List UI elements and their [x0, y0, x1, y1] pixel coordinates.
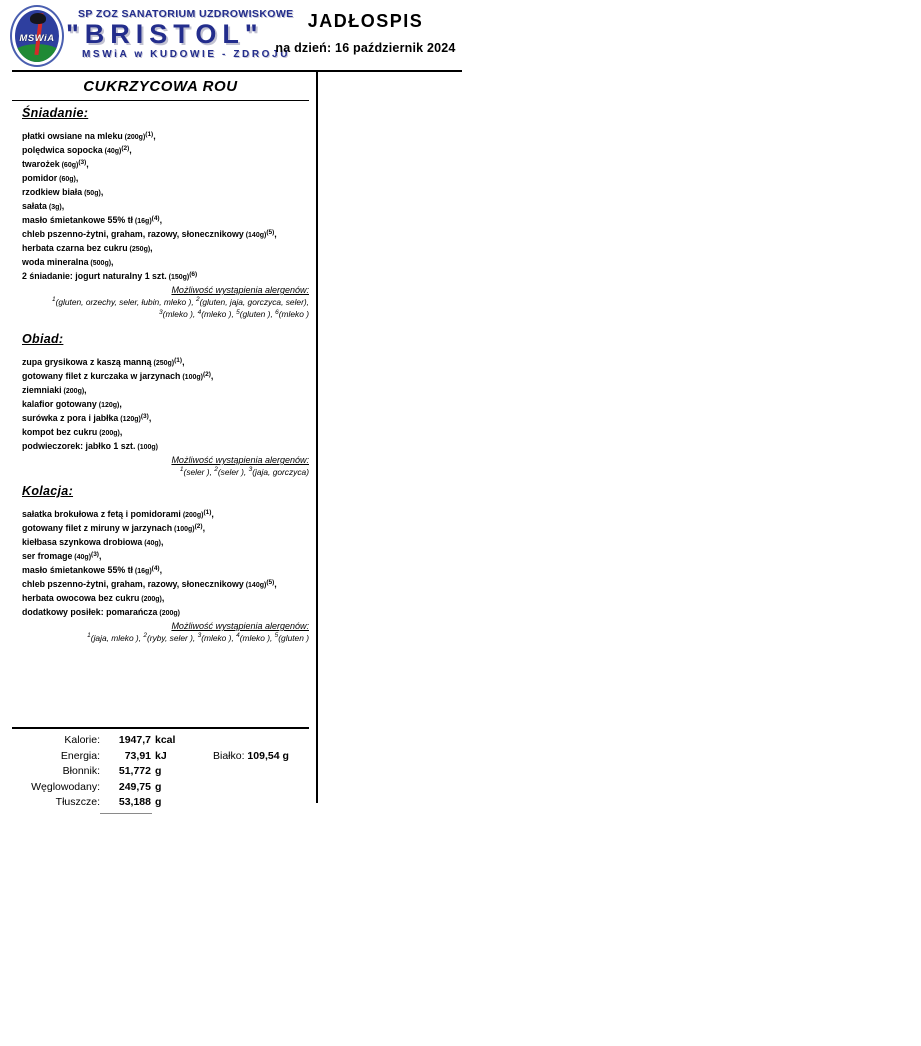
- menu-item: [22, 550, 309, 564]
- menu-item: [22, 172, 309, 186]
- nutrition-extra-label: Białko:: [213, 749, 245, 762]
- nutrition-number: 73,91: [124, 749, 151, 762]
- item-trail: ,: [210, 371, 214, 381]
- item-footnote: (3): [140, 412, 149, 420]
- nutrition-value: [105, 733, 175, 749]
- eagle-icon: [30, 13, 46, 24]
- header-divider: [12, 70, 462, 72]
- meal-section-obiad: [22, 330, 309, 479]
- menu-item: [22, 426, 309, 440]
- item-name: kompot bez cukru: [22, 427, 98, 437]
- allergen-footnote: 5: [236, 308, 240, 316]
- item-footnote: (1): [145, 130, 154, 138]
- allergen-line: [22, 467, 309, 480]
- allergen-text: (gluten ): [278, 632, 309, 643]
- item-name: 2 śniadanie: jogurt naturalny 1 szt.: [22, 271, 167, 281]
- item-footnote: (1): [203, 508, 212, 516]
- item-weight: (60g): [59, 162, 79, 169]
- item-name: masło śmietankowe 55% tł: [22, 565, 133, 575]
- item-weight: (100g): [135, 444, 158, 451]
- item-weight: (150g): [166, 274, 190, 281]
- item-trail: ,: [159, 215, 163, 225]
- logo-emblem: [15, 10, 59, 62]
- item-name: herbata czarna bez cukru: [22, 243, 128, 253]
- nutrition-row: [12, 795, 309, 811]
- menu-item: [22, 356, 309, 370]
- meal-items: [22, 508, 309, 620]
- menu-item: [22, 144, 309, 158]
- item-weight: (120g): [118, 416, 141, 423]
- menu-item: [22, 270, 309, 284]
- allergen-footnote: 1: [179, 466, 184, 473]
- item-weight: (140g): [243, 232, 267, 239]
- allergen-text: (ryby, seler ),: [147, 632, 198, 643]
- menu-item: [22, 242, 309, 256]
- meal-heading: Kolacja:: [22, 484, 74, 498]
- nutrition-label: Węglowodany:: [31, 780, 100, 793]
- item-weight: (40g): [142, 540, 161, 547]
- item-name: sałatka brokułowa z fetą i pomidorami: [22, 509, 181, 519]
- item-footnote: (5): [266, 228, 275, 236]
- item-weight: (500g): [88, 260, 112, 267]
- item-name: ziemniaki: [22, 385, 62, 395]
- allergen-block: [22, 285, 309, 322]
- item-footnote: (6): [189, 270, 198, 278]
- nutrition-number: 1947,7: [118, 734, 151, 746]
- item-weight: (140g): [243, 582, 267, 589]
- allergen-footnote: 3: [248, 466, 253, 473]
- allergen-text: (gluten, jaja, gorczyca, seler),: [199, 296, 309, 307]
- allergen-footnote: 5: [274, 632, 279, 639]
- item-name: chleb pszenno-żytni, graham, razowy, słonecznikowy: [22, 579, 244, 589]
- menu-item: [22, 130, 309, 144]
- item-name: zupa grysikowa z kaszą manną: [22, 357, 152, 367]
- nutrition-label: Kalorie:: [64, 734, 100, 746]
- item-weight: (50g): [82, 190, 101, 197]
- item-trail: ,: [61, 201, 65, 211]
- allergen-footnote: 1: [87, 632, 91, 639]
- item-trail: ,: [159, 565, 163, 575]
- item-name: rzodkiew biała: [22, 187, 83, 197]
- menu-item: [22, 508, 309, 522]
- allergen-line: [22, 309, 309, 322]
- item-weight: (200g): [139, 596, 162, 603]
- item-name: herbata owocowa bez cukru: [22, 593, 140, 603]
- nutrition-unit: g: [155, 765, 162, 777]
- item-weight: (16g): [132, 218, 152, 225]
- item-weight: (200g): [97, 430, 120, 437]
- item-trail: ,: [119, 427, 123, 437]
- item-trail: ,: [161, 593, 165, 603]
- menu-item: [22, 606, 309, 620]
- meal-section-sniadanie: [22, 104, 309, 322]
- allergen-text: (jaja, mleko ),: [90, 632, 144, 643]
- allergen-text: (mleko ),: [239, 632, 275, 643]
- allergen-footnote: 2: [195, 296, 200, 303]
- menu-item: [22, 158, 309, 172]
- nutrition-number: 249,75: [118, 780, 151, 793]
- item-footnote: (3): [78, 158, 87, 166]
- item-footnote: (3): [91, 550, 99, 558]
- meal-heading: Obiad:: [22, 332, 64, 346]
- item-name: sałata: [22, 201, 47, 211]
- allergen-text: (mleko ),: [201, 309, 237, 319]
- item-trail: ,: [182, 357, 185, 367]
- allergen-text: (seler ),: [183, 466, 215, 477]
- item-footnote: (2): [202, 370, 211, 378]
- nutrition-row: [12, 764, 309, 780]
- item-footnote: (4): [151, 214, 160, 222]
- item-name: płatki owsiane na mleku: [22, 131, 123, 141]
- item-name: pomidor: [22, 173, 58, 183]
- allergen-text: (seler ),: [217, 466, 249, 477]
- item-name: gotowany filet z miruny w jarzynach: [22, 523, 173, 533]
- allergen-footnote: 2: [214, 466, 218, 473]
- item-weight: (3g): [46, 204, 62, 211]
- item-trail: ,: [84, 385, 87, 395]
- item-weight: (200g): [180, 512, 204, 519]
- allergen-footnote: 4: [197, 308, 202, 316]
- item-trail: ,: [160, 537, 164, 547]
- menu-item: [22, 370, 309, 384]
- nutrition-value: [105, 764, 161, 780]
- menu-item: [22, 564, 309, 578]
- item-name: twarożek: [22, 159, 60, 169]
- allergen-text: (jaja, gorczyca): [252, 466, 309, 477]
- menu-item: [22, 522, 309, 536]
- nutrition-summary: [12, 727, 309, 814]
- item-name: podwieczorek: jabłko 1 szt.: [22, 441, 136, 451]
- allergen-footnote: 6: [275, 308, 279, 316]
- item-name: surówka z pora i jabłka: [22, 413, 119, 423]
- item-name: kiełbasa szynkowa drobiowa: [22, 537, 143, 547]
- document-date: na dzień: 16 październik 2024: [275, 41, 456, 55]
- item-weight: (250g): [151, 360, 175, 367]
- item-footnote: (2): [121, 144, 130, 152]
- item-weight: (200g): [157, 610, 180, 617]
- logo-badge: [10, 5, 64, 67]
- item-weight: (40g): [102, 148, 122, 155]
- nutrition-value: [105, 795, 161, 811]
- menu-item: [22, 592, 309, 606]
- nutrition-row: [12, 749, 309, 765]
- item-name: masło śmietankowe 55% tł: [22, 215, 133, 225]
- menu-item: [22, 214, 309, 228]
- allergen-footnote: 2: [143, 632, 147, 639]
- item-weight: (100g): [172, 526, 195, 533]
- menu-item: [22, 200, 309, 214]
- allergen-text: (gluten ),: [239, 309, 276, 319]
- item-footnote: (4): [151, 564, 160, 572]
- organization-line2: MSWiA w KUDOWIE - ZDROJU: [82, 49, 291, 61]
- allergen-block: [22, 621, 309, 645]
- nutrition-extra: [213, 749, 289, 765]
- meal-items: [22, 130, 309, 284]
- nutrition-label: Tłuszcze:: [55, 796, 100, 808]
- allergen-footnote: 3: [159, 308, 163, 316]
- item-weight: (200g): [122, 134, 146, 141]
- menu-item: [22, 536, 309, 550]
- item-name: polędwica sopocka: [22, 145, 103, 155]
- item-trail: ,: [98, 551, 102, 561]
- allergen-footnote: 1: [51, 296, 56, 303]
- allergen-header: Możliwość wystąpienia alergenów:: [171, 621, 309, 631]
- nutrition-unit: kcal: [155, 734, 176, 746]
- item-weight: (40g): [72, 554, 92, 561]
- item-trail: ,: [129, 145, 132, 155]
- allergen-footnote: 3: [197, 632, 202, 639]
- organization-brand-name: "BRISTOL": [66, 19, 264, 49]
- item-weight: (16g): [132, 568, 152, 575]
- organization-line1: SP ZOZ SANATORIUM UZDROWISKOWE: [78, 8, 294, 20]
- meal-section-kolacja: [22, 482, 309, 645]
- item-trail: ,: [119, 399, 122, 409]
- item-trail: ,: [150, 243, 153, 253]
- menu-item: [22, 256, 309, 270]
- menu-item: [22, 440, 309, 454]
- logo-text: MSWiA: [19, 32, 55, 44]
- document-title-block: [268, 11, 463, 55]
- item-weight: (250g): [127, 246, 151, 253]
- column-divider: [316, 70, 318, 803]
- allergen-text: (mleko ): [278, 309, 309, 319]
- nutrition-value: [105, 749, 167, 765]
- diet-title: CUKRZYCOWA ROU: [12, 78, 309, 101]
- item-name: ser fromage: [22, 551, 73, 561]
- nutrition-value: [105, 780, 161, 796]
- item-trail: ,: [274, 579, 277, 589]
- menu-item: [22, 398, 309, 412]
- item-name: woda mineralna: [22, 257, 89, 267]
- menu-item: [22, 412, 309, 426]
- nutrition-extra-value: 109,54 g: [244, 749, 289, 762]
- sanatorium-logo: [10, 5, 64, 67]
- nutrition-unit: g: [155, 780, 162, 793]
- organization-name-block: [66, 8, 294, 60]
- item-trail: ,: [274, 229, 277, 239]
- nutrition-row: [12, 733, 309, 749]
- nutrition-rows: [12, 733, 309, 811]
- item-trail: ,: [148, 413, 152, 423]
- meal-items: [22, 356, 309, 454]
- item-name: dodatkowy posiłek: pomarańcza: [22, 607, 158, 617]
- item-trail: ,: [111, 257, 114, 267]
- item-trail: ,: [211, 509, 214, 519]
- item-name: gotowany filet z kurczaka w jarzynach: [22, 371, 181, 381]
- allergen-text: (gluten, orzechy, seler, łubin, mleko ),: [55, 296, 196, 307]
- item-name: chleb pszenno-żytni, graham, razowy, słonecznikowy: [22, 229, 244, 239]
- allergen-footnote: 4: [236, 632, 240, 639]
- nutrition-number: 53,188: [118, 796, 151, 808]
- meal-heading: Śniadanie:: [22, 106, 89, 120]
- item-trail: ,: [100, 187, 104, 197]
- menu-item: [22, 228, 309, 242]
- item-trail: ,: [202, 523, 206, 533]
- item-footnote: (2): [194, 522, 203, 530]
- item-weight: (120g): [96, 402, 120, 409]
- allergen-header: Możliwość wystąpienia alergenów:: [171, 285, 309, 295]
- allergen-line: [22, 297, 309, 310]
- nutrition-label: Błonnik:: [62, 765, 100, 777]
- menu-item: [22, 186, 309, 200]
- nutrition-unit: kJ: [155, 749, 167, 762]
- allergen-text: (mleko ),: [162, 309, 198, 319]
- nutrition-unit: g: [155, 796, 162, 808]
- item-trail: ,: [75, 173, 79, 183]
- nutrition-underline: [100, 813, 152, 814]
- document-title: JADŁOSPIS: [307, 11, 424, 31]
- menu-item: [22, 384, 309, 398]
- item-name: kalafior gotowany: [22, 399, 97, 409]
- item-weight: (60g): [57, 176, 76, 183]
- item-footnote: (5): [266, 578, 275, 586]
- nutrition-row: [12, 780, 309, 796]
- allergen-header: Możliwość wystąpienia alergenów:: [171, 455, 309, 465]
- item-footnote: (1): [174, 356, 183, 364]
- item-weight: (200g): [61, 388, 85, 395]
- menu-item: [22, 578, 309, 592]
- nutrition-number: 51,772: [118, 765, 151, 777]
- item-trail: ,: [153, 131, 156, 141]
- item-weight: (100g): [180, 374, 203, 381]
- nutrition-label: Energia:: [60, 749, 100, 762]
- allergen-text: (mleko ),: [201, 632, 237, 643]
- allergen-line: [22, 633, 309, 646]
- allergen-block: [22, 455, 309, 479]
- item-trail: ,: [86, 159, 89, 169]
